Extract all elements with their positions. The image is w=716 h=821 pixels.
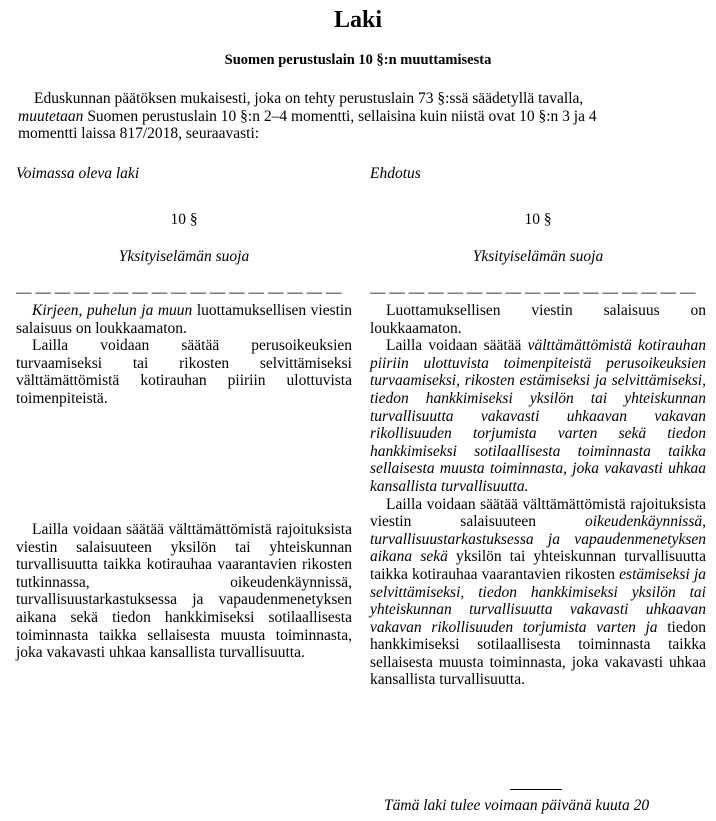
document-title: Laki [333,7,383,33]
left-section-number: 10 § [170,211,198,228]
right-column-heading: Ehdotus [370,165,421,182]
closing-divider [510,789,562,790]
right-paragraph-2: Lailla voidaan säätää välttämättömistä kotirauhan piiriin ulottuvista toimenpiteistä perusoikeuksien turvaamiseksi, rikosten estämiseksi ja selvittämiseksi, tiedon hankkimiseksi yksilön tai yhteiskunnan turvallisuutta vakavasti uhkaavan vakavan rikollisuuden torjumista varten sekä tiedon hankkimiseksi sotilaallisesta toiminnasta taikka sellaisesta muusta toiminnasta, joka vakavasti uhkaa kansallista turvallisuutta. [370,337,707,495]
right-column-body [370,302,706,689]
right-paragraph-1: Luottamuksellisen viestin salaisuus on loukkaamaton. [370,302,706,337]
enacting-clause-line-2-rest: Suomen perustuslain 10 §:n 2–4 momentti, sellaisina kuin niistä ovat 10 §:n 3 ja 4 [83,107,597,125]
right-section-title: Yksityiselämän suoja [472,248,604,265]
right-section-number: 10 § [524,211,552,228]
left-column-body [16,302,352,408]
enacting-clause-line-2 [18,108,678,126]
left-omission-dashes: — — — — — — — — — — — — — — — — — [16,284,342,301]
right-paragraph-3: Lailla voidaan säätää välttämättömistä rajoituksista viestin salaisuuteen oikeudenkäynnissä, turvallisuustarkastuksessa ja vapaudenmenetyksen aikana sekä yksilön tai yhteiskunnan turvallisuutta taikka kotirauhaa vaarantavien rikosten estämiseksi ja selvittämiseksi, tiedon hankkimiseksi yksilön tai yhteiskunnan turvallisuutta vakavasti uhkaavan vakavan rikollisuuden torjumista varten ja tiedon hankkimiseksi sotilaallisesta toiminnasta taikka sellaisesta muusta toiminnasta, joka vakavasti uhkaa kansallista turvallisuutta. [370,495,706,689]
left-column-heading: Voimassa oleva laki [16,165,140,182]
left-section-title: Yksityiselämän suoja [118,248,250,265]
enacting-clause-line-1: Eduskunnan päätöksen mukaisesti, joka on tehty perustuslain 73 §:ssä säädetyllä tavalla, [34,90,584,107]
left-paragraph-2: Lailla voidaan säätää perusoikeuksien turvaamiseksi tai rikosten selvittämiseksi välttämättömistä kotirauhan piiriin ulottuvista toimenpiteistä. [16,337,352,407]
enacting-clause-line-3: momentti laissa 817/2018, seuraavasti: [18,125,260,143]
left-paragraph-1: Kirjeen, puhelun ja muun luottamuksellisen viestin salaisuus on loukkaamaton. [16,302,352,337]
entry-into-force-clause: Tämä laki tulee voimaan päivänä kuuta 20 [384,797,650,814]
document-subtitle: Suomen perustuslain 10 §:n muuttamisesta [224,52,492,68]
left-paragraph-3: Lailla voidaan säätää välttämättömistä rajoituksista viestin salaisuuteen yksilön tai yhteiskunnan turvallisuutta taikka kotirauhaa vaarantavien rikosten tutkinnassa, oikeudenkäynnissä, turvallisuustarkastuksessa ja vapaudenmenetyksen aikana sekä tiedon hankkimiseksi sotilaallisesta toiminnasta taikka sellaisesta muusta toiminnasta, joka vakavasti uhkaa kansallista turvallisuutta. [16,521,352,662]
right-omission-dashes: — — — — — — — — — — — — — — — — — [370,284,696,301]
enacting-clause [18,90,678,143]
left-column-body-2 [16,521,352,662]
enacting-verb: muutetaan [18,107,84,125]
